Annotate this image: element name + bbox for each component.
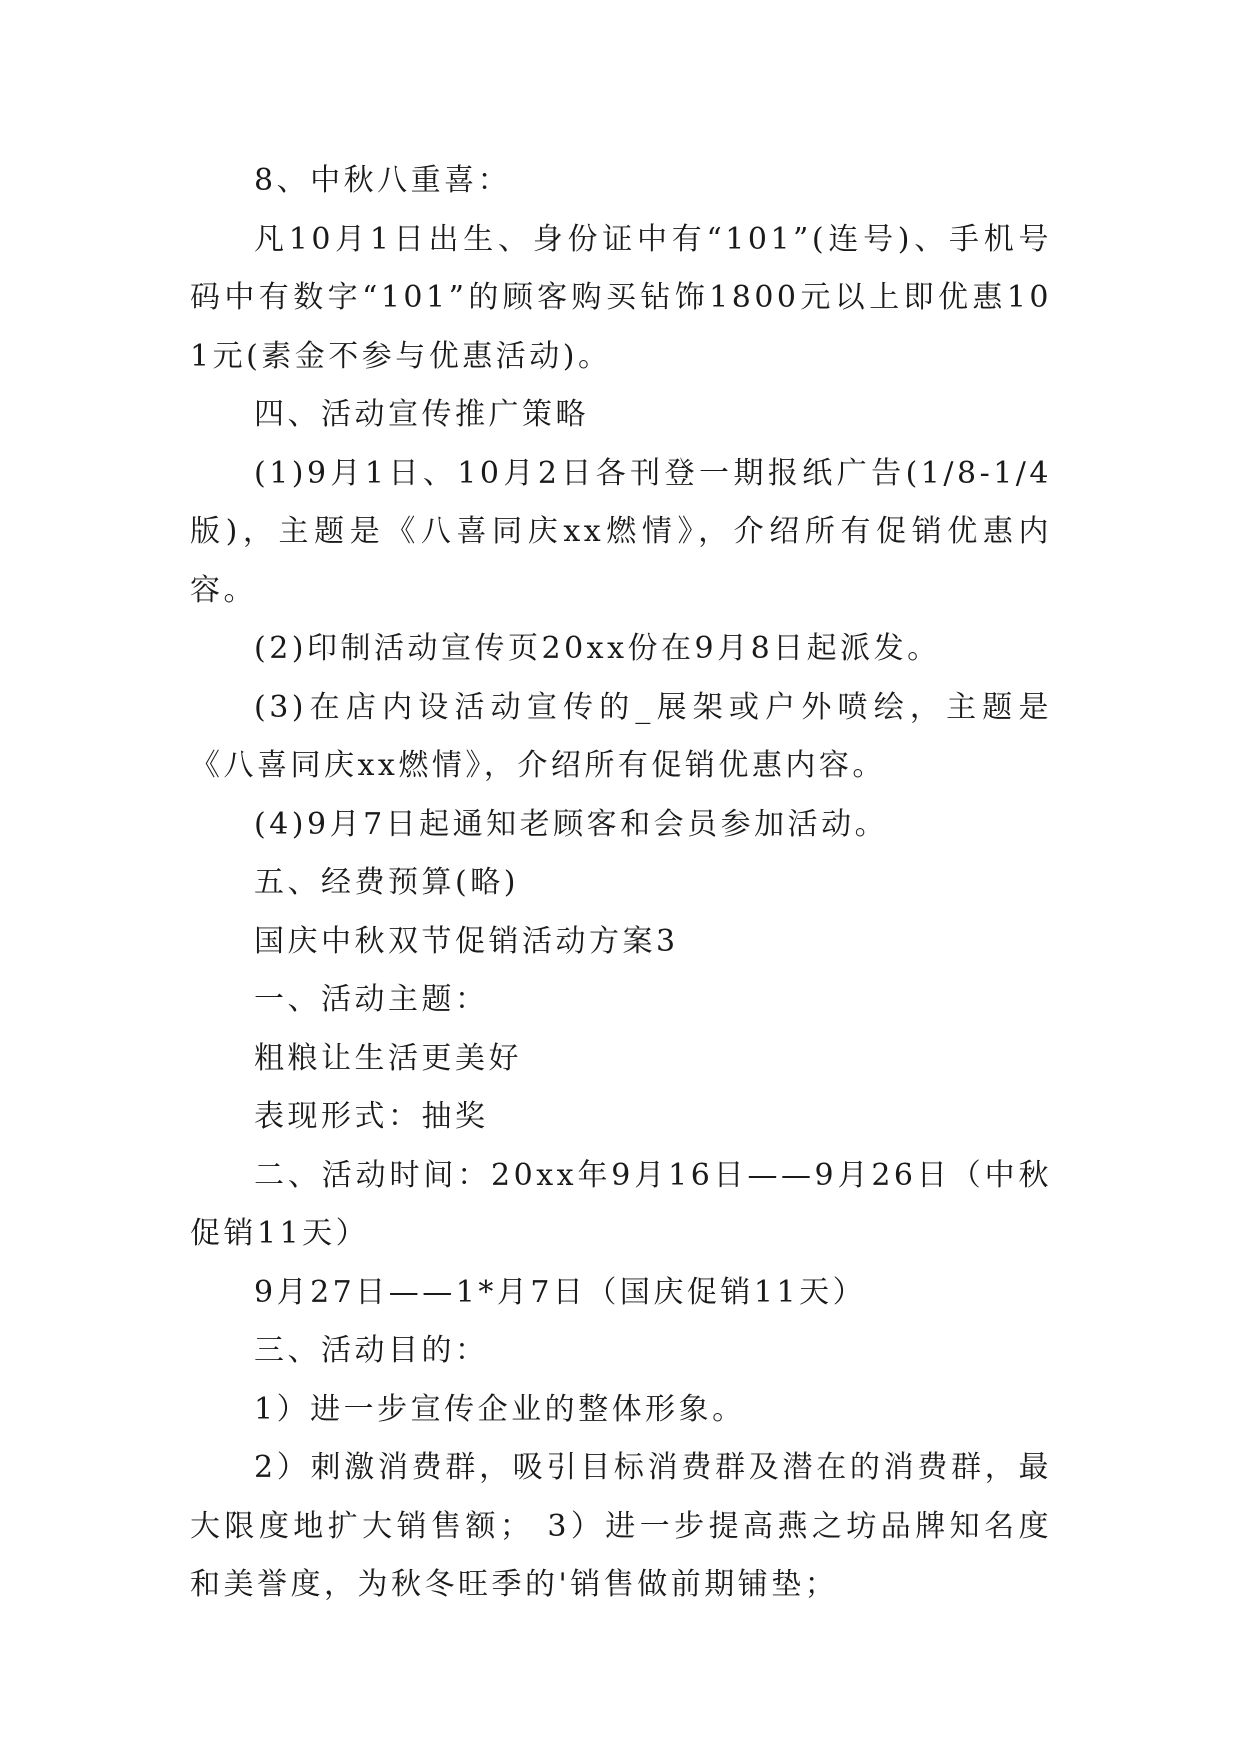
paragraph-format: 表现形式：抽奖 bbox=[254, 1099, 489, 1134]
paragraph-display-stand: (3)在店内设活动宣传的_展架或户外喷绘，主题是《八喜同庆xx燃情》，介绍所有促销优惠内容。 bbox=[190, 689, 1052, 783]
paragraph-purpose-1: 1）进一步宣传企业的整体形象。 bbox=[254, 1391, 746, 1427]
heading-promotion-strategy: 四、活动宣传推广策略 bbox=[254, 397, 589, 432]
heading-budget: 五、经费预算(略) bbox=[254, 865, 519, 900]
paragraph-newspaper-ad: (1)9月1日、10月2日各刊登一期报纸广告(1/8-1/4版)，主题是《八喜同庆xx燃情》，介绍所有促销优惠内容。 bbox=[190, 455, 1052, 608]
paragraph-activity-time: 二、活动时间：20xx年9月16日——9月26日（中秋促销11天） bbox=[190, 1157, 1052, 1251]
paragraph-birthday-offer: 凡10月1日出生、身份证中有“101”(连号)、手机号码中有数字“101”的顾客购买钻饰1800元以上即优惠101元(素金不参与优惠活动)。 bbox=[190, 221, 1052, 374]
paragraph-mid-autumn-eight-joys: 8、中秋八重喜： bbox=[254, 163, 512, 198]
paragraph-purpose-2-3: 2）刺激消费群，吸引目标消费群及潜在的消费群，最大限度地扩大销售额； 3）进一步提高燕之坊品牌知名度和美誉度，为秋冬旺季的'销售做前期铺垫； bbox=[190, 1450, 1052, 1602]
paragraph-notify-customers: (4)9月7日起通知老顾客和会员参加活动。 bbox=[254, 806, 889, 842]
paragraph-national-day-time: 9月27日——1*月7日（国庆促销11天） bbox=[254, 1274, 867, 1310]
heading-activity-purpose: 三、活动目的： bbox=[254, 1333, 489, 1368]
paragraph-theme-slogan: 粗粮让生活更美好 bbox=[254, 1040, 522, 1076]
document-body bbox=[190, 152, 1052, 1615]
paragraph-flyers: (2)印制活动宣传页20xx份在9月8日起派发。 bbox=[254, 631, 941, 666]
heading-plan-3: 国庆中秋双节促销活动方案3 bbox=[254, 923, 679, 959]
heading-activity-theme: 一、活动主题： bbox=[254, 982, 489, 1017]
